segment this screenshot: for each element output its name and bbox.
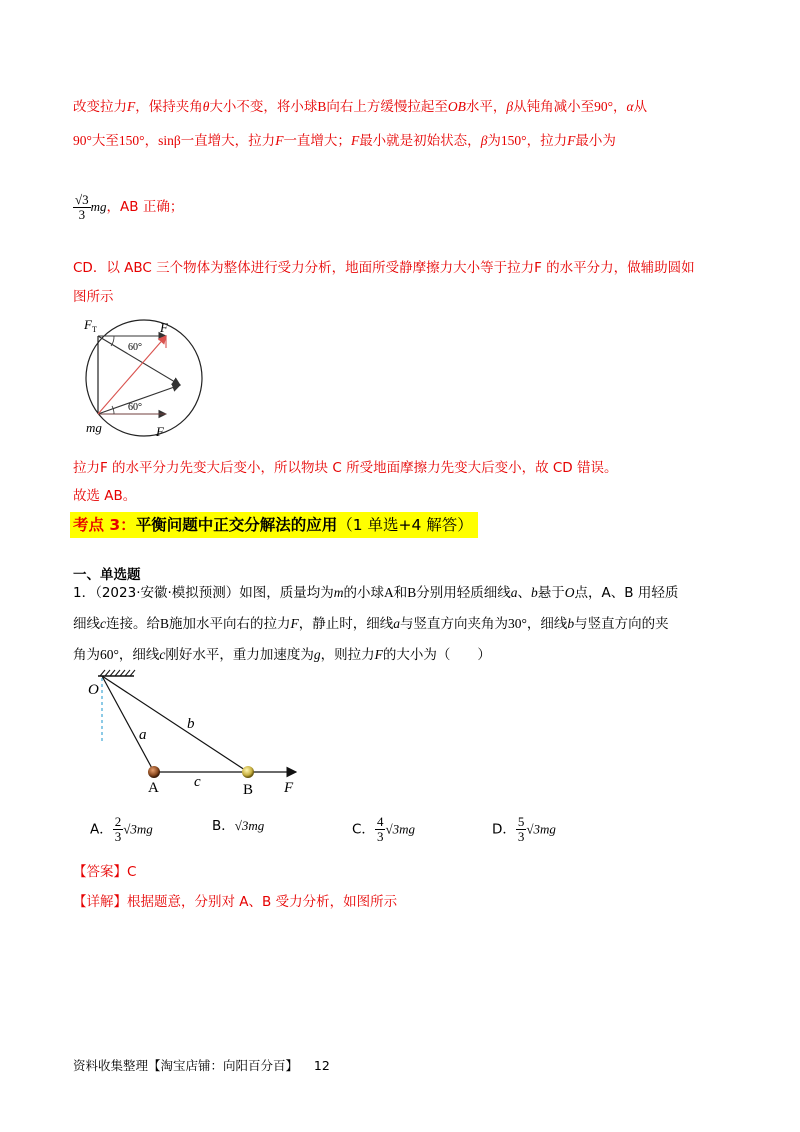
- label-F-top: F: [160, 320, 168, 335]
- cd-analysis-line-1: CD．以 ABC 三个物体为整体进行受力分析，地面所受静摩擦力大小等于拉力F 的水平分力，做辅助圆如: [73, 260, 695, 276]
- topic-heading: 考点 3：平衡问题中正交分解法的应用（1 单选+4 解答）: [70, 512, 478, 538]
- conclusion-line-1: 拉力F 的水平分力先变大后变小，所以物块 C 所受地面摩擦力先变大后变小，故 CD 错误。: [73, 460, 618, 476]
- label-O: O: [88, 682, 99, 698]
- option-d[interactable]: D． $\frac{5}{3}$ √3mg: [492, 814, 556, 844]
- ball-B: [242, 766, 254, 778]
- auxiliary-circle: [86, 320, 202, 436]
- page-number: 12: [313, 1058, 330, 1073]
- option-b[interactable]: B．√3mg: [212, 818, 265, 834]
- solution-line-3: $\frac{√3}{3}$ mg，AB 正确；: [75, 191, 184, 222]
- label-b: b: [187, 716, 195, 732]
- conclusion-line-2: 故选 AB。: [73, 488, 137, 504]
- label-mg: mg: [86, 420, 102, 435]
- option-a[interactable]: A． $\frac{2}{3}$ √3mg: [90, 814, 153, 844]
- ceiling-hatch: [100, 670, 135, 676]
- angle-arc-bottom: [112, 406, 114, 414]
- string-b: [102, 676, 248, 772]
- label-angle-bottom: 60°: [128, 402, 142, 413]
- fraction-sqrt3-over-3: $\frac{√3}{3}$: [75, 191, 89, 222]
- label-a: a: [139, 727, 147, 743]
- question-line-3: 角为60°，细线c刚好水平，重力加速度为g，则拉力F的大小为（ ）: [73, 647, 491, 663]
- solution-line-1: 改变拉力F，保持夹角θ大小不变，将小球B向右上方缓慢拉起至OB水平，β从钝角减小至90°，α从: [73, 99, 648, 115]
- cd-analysis-line-2: 图所示: [73, 289, 114, 305]
- question-line-2: 细线c连接。给B施加水平向右的拉力F，静止时，细线a与竖直方向夹角为30°，细线b与竖直方向的夹: [73, 616, 669, 632]
- label-c: c: [194, 774, 201, 790]
- question-line-1: 1．（2023·安徽·模拟预测）如图，质量均为m的小球A和B分别用轻质细线a、b悬于O点，A、B 用轻质: [73, 585, 679, 601]
- solution-line-2: 90°大至150°，sinβ一直增大，拉力F一直增大；F最小就是初始状态，β为150°，拉力F最小为: [73, 133, 616, 149]
- detail-line: 【详解】根据题意，分别对 A、B 受力分析，如图所示: [73, 894, 398, 910]
- auxiliary-circle-figure: [70, 310, 220, 442]
- string-a: [102, 676, 154, 772]
- label-angle-top: 60°: [128, 342, 142, 353]
- ball-A: [148, 766, 160, 778]
- section-title: 一、单选题: [73, 567, 141, 583]
- answer-line: 【答案】C: [73, 864, 137, 880]
- label-F: F: [284, 780, 294, 796]
- label-FT: $F_T$: [84, 317, 97, 334]
- option-c[interactable]: C． $\frac{4}{3}$ √3mg: [352, 814, 415, 844]
- page-footer: 资料收集整理【淘宝店铺：向阳百分百】 12: [73, 1058, 330, 1073]
- label-B: B: [243, 782, 254, 798]
- label-F-bottom: F: [156, 424, 164, 439]
- ball-suspension-figure: [70, 668, 310, 798]
- label-A: A: [148, 780, 159, 796]
